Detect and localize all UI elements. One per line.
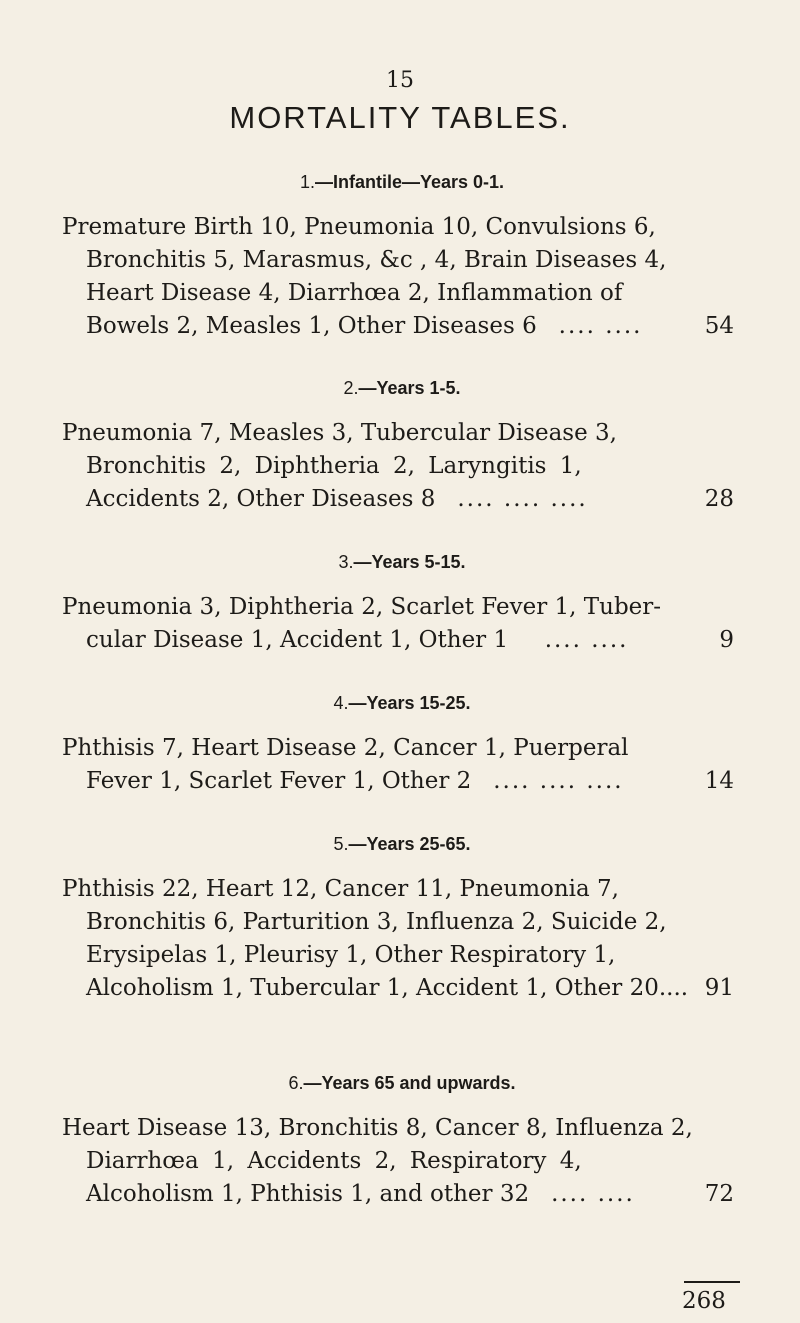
section-total: 9 <box>719 627 734 653</box>
section-total: 14 <box>704 768 734 794</box>
section-years-65-upwards <box>62 1073 742 1211</box>
dot-leader: .... .... <box>558 313 643 339</box>
section-line: Heart Disease 4, Diarrhœa 2, Inflammation of <box>86 280 623 306</box>
section-line-text: Fever 1, Scarlet Fever 1, Other 2 <box>86 768 472 794</box>
section-line-text: cular Disease 1, Accident 1, Other 1 <box>86 627 509 653</box>
section-heading <box>62 1073 742 1094</box>
section-heading <box>62 172 742 193</box>
section-line: Phthisis 22, Heart 12, Cancer 11, Pneumonia 7, <box>62 876 619 902</box>
section-line <box>62 624 742 657</box>
section-line: Alcoholism 1, Tubercular 1, Accident 1, Other 20.... <box>86 975 689 1001</box>
section-number: 2. <box>343 378 359 398</box>
section-heading <box>62 834 742 855</box>
section-heading-text: —Years 65 and upwards. <box>303 1073 516 1093</box>
section-years-5-15 <box>62 552 742 657</box>
section-line: Premature Birth 10, Pneumonia 10, Convulsions 6, <box>62 214 656 240</box>
section-heading <box>62 378 742 399</box>
section-line-text: Accidents 2, Other Diseases 8 <box>86 486 436 512</box>
section-line: Pneumonia 7, Measles 3, Tubercular Disease 3, <box>62 420 617 446</box>
section-total: 28 <box>704 486 734 512</box>
grand-total: 268 <box>682 1288 726 1314</box>
sum-rule <box>684 1281 740 1283</box>
section-line: Phthisis 7, Heart Disease 2, Cancer 1, Puerperal <box>62 735 629 761</box>
section-line: Heart Disease 13, Bronchitis 8, Cancer 8, Influenza 2, <box>62 1115 693 1141</box>
section-line: Bronchitis 2, Diphtheria 2, Laryngitis 1, <box>86 453 582 479</box>
section-line: Erysipelas 1, Pleurisy 1, Other Respiratory 1, <box>86 942 616 968</box>
section-number: 4. <box>333 693 349 713</box>
section-heading-text: —Years 5-15. <box>353 552 466 572</box>
section-heading-text: —Years 25-65. <box>348 834 471 854</box>
section-total: 72 <box>704 1181 734 1207</box>
section-line <box>62 310 742 343</box>
section-years-1-5 <box>62 378 742 516</box>
section-heading <box>62 552 742 573</box>
section-number: 1. <box>299 172 315 192</box>
section-line <box>62 483 742 516</box>
section-years-25-65 <box>62 834 742 1005</box>
section-line-text: Bowels 2, Measles 1, Other Diseases 6 <box>86 313 537 339</box>
section-heading-text: —Years 1-5. <box>358 378 461 398</box>
dot-leader: .... .... .... <box>457 486 588 512</box>
section-line <box>62 1178 742 1211</box>
section-number: 6. <box>288 1073 304 1093</box>
section-total: 54 <box>704 313 734 339</box>
section-line: Bronchitis 6, Parturition 3, Influenza 2, Suicide 2, <box>86 909 667 935</box>
section-line: Diarrhœa 1, Accidents 2, Respiratory 4, <box>86 1148 582 1174</box>
section-heading <box>62 693 742 714</box>
section-years-15-25 <box>62 693 742 798</box>
section-line <box>62 765 742 798</box>
page-title: MORTALITY TABLES. <box>229 100 571 135</box>
section-line: Pneumonia 3, Diphtheria 2, Scarlet Fever 1, Tuber- <box>62 594 662 620</box>
dot-leader: .... .... <box>544 627 629 653</box>
section-infantile <box>62 172 742 343</box>
section-heading-text: —Years 15-25. <box>348 693 471 713</box>
dot-leader: .... .... <box>551 1181 635 1207</box>
section-heading-text: —Infantile—Years 0-1. <box>314 172 505 192</box>
section-line: Bronchitis 5, Marasmus, &c , 4, Brain Diseases 4, <box>86 247 667 273</box>
section-line-text: Alcoholism 1, Phthisis 1, and other 32 <box>86 1181 530 1207</box>
section-number: 3. <box>338 552 354 572</box>
section-number: 5. <box>333 834 349 854</box>
dot-leader: .... .... .... <box>493 768 624 794</box>
page-number: 15 <box>386 68 414 93</box>
section-total: 91 <box>704 975 734 1001</box>
